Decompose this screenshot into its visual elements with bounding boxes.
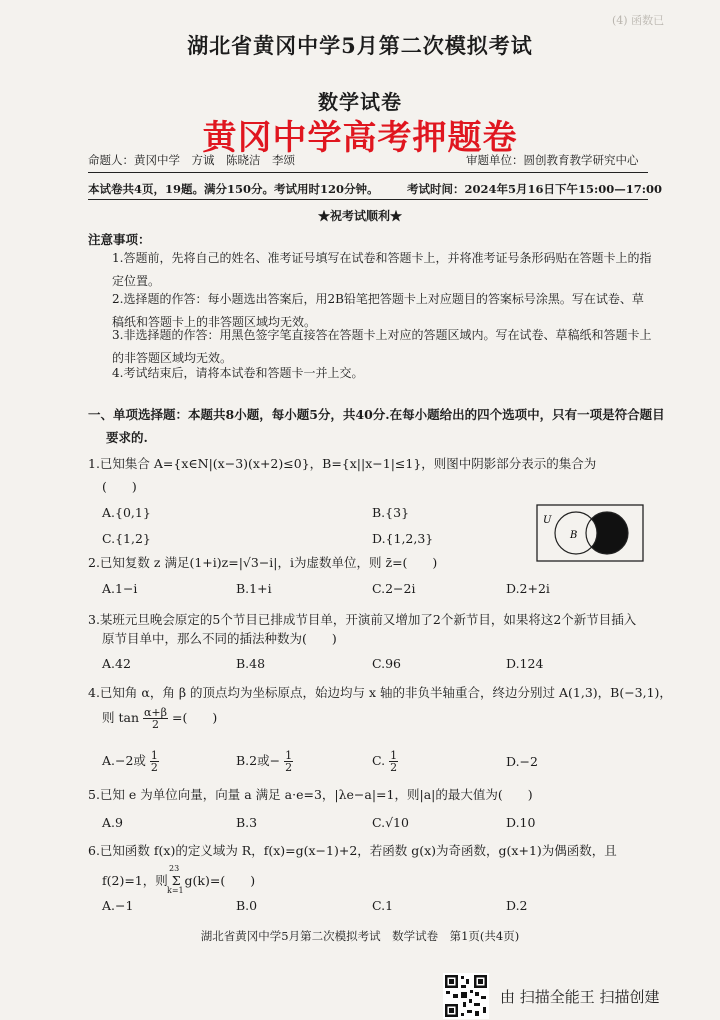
q3-line1: 3.某班元旦晚会原定的5个节目已排成节目单，开演前又增加了2个新节目，如果将这2个新节目插入 [88,612,637,627]
q6-option-b: B.0 [236,898,258,913]
q4-option-c-text: C. [372,753,386,768]
wish-line: ★祝考试顺利★ [317,209,402,223]
q6-option-d: D.2 [506,898,528,913]
divider-bottom [88,199,648,200]
q2-option-d: D.2+2i [506,581,550,596]
divider-top [88,172,648,173]
q2-option-c: C.2−2i [372,581,416,596]
q4-option-a [102,750,159,773]
q4-option-c [372,750,398,773]
frac-num: 1 [390,749,398,762]
q2-option-a: A.1−i [102,581,138,596]
q4-option-b-text: B.2或− [236,753,281,768]
q6-option-c: C.1 [372,898,394,913]
q6-sum-bottom: k=1 [167,886,184,895]
notice-heading: 注意事项： [88,232,151,247]
page-footer: 湖北省黄冈中学5月第二次模拟考试 数学试卷 第1页(共4页) [200,929,520,943]
q5-option-a: A.9 [102,815,123,830]
section-heading-line2: 要求的. [106,430,148,445]
q4-tan-prefix: 则 tan [102,710,139,725]
q4-option-b [236,750,293,773]
venn-label-u: U [543,515,552,526]
q4-frac-den: 2 [151,718,159,731]
q1-paren: ( ) [102,479,137,494]
q3-option-d: D.124 [506,656,544,671]
frac-den: 2 [390,761,398,774]
frac-den: 2 [150,761,158,774]
q2-option-b: B.1+i [236,581,272,596]
frac-num: 1 [150,749,158,762]
q4-line2 [102,707,217,730]
venn-diagram [536,504,644,562]
q6-line2: f(2)=1，则 Σ g(k)=( ) [102,873,256,888]
venn-label-b: B [570,530,578,541]
q4-option-c-frac [389,750,398,773]
exam-title: 湖北省黄冈中学5月第二次模拟考试 [187,33,533,58]
q1-option-d: D.{1,2,3} [372,531,434,546]
q1-option-c: C.{1,2} [102,531,151,546]
q3-line2: 原节目单中，那么不同的插法种数为( ) [102,631,337,646]
q3-option-c: C.96 [372,656,401,671]
q1-option-a: A.{0,1} [102,505,151,520]
q3-option-b: B.48 [236,656,266,671]
qr-code-icon [443,973,489,1019]
exam-info: 本试卷共4页，19题。满分150分。考试用时120分钟。 [88,182,379,196]
q5-option-c: C.√10 [372,815,409,830]
q2-stem: 2.已知复数 z 满足(1+i)z=|√3−i|，i为虚数单位，则 z̄=( ) [88,555,438,570]
q3-option-a: A.42 [102,656,131,671]
q1-stem: 1.已知集合 A={x∈N|(x−3)(x+2)≤0}，B={x||x−1|≤1}，则图中阴影部分表示的集合为 [88,456,597,471]
notice-item: 2.选择题的作答：每小题选出答案后，用2B铅笔把答题卡上对应题目的答案标号涂黑。写在试卷、草稿纸和答题卡上的非答题区域均无效。 [112,292,644,329]
q5-option-b: B.3 [236,815,258,830]
q4-line1: 4.已知角 α，角 β 的顶点均为坐标原点，始边均与 x 轴的非负半轴重合，终边分别过 A(1,3)，B(−3,1)， [88,685,672,700]
q1-option-b: B.{3} [372,505,410,520]
q6-line1: 6.已知函数 f(x)的定义域为 R，f(x)=g(x−1)+2，若函数 g(x)为奇函数，g(x+1)为偶函数，且 [88,843,617,858]
notice-item: 4.考试结束后，请将本试卷和答题卡一并上交。 [112,366,364,380]
q5-option-d: D.10 [506,815,536,830]
notice-item: 1.答题前，先将自己的姓名、准考证号填写在试卷和答题卡上，并将准考证号条形码贴在答题卡上的指定位置。 [112,251,652,288]
exam-time: 考试时间：2024年5月16日下午15:00—17:00 [407,182,663,196]
section-heading-line1: 一、单项选择题：本题共8小题，每小题5分，共40分.在每小题给出的四个选项中，只有一项是符合题目 [88,407,665,422]
scanner-watermark: 由 扫描全能王 扫描创建 [500,988,660,1006]
q4-frac-num: α+β [143,706,167,719]
q6-sum-top: 23 [169,864,180,873]
q4-tan-suffix: =( ) [171,710,218,725]
frac-num: 1 [285,749,293,762]
q4-option-a-frac [150,750,159,773]
authors: 命题人：黄冈中学 方诚 陈晓洁 李颂 [88,153,295,167]
exam-subject: 数学试卷 [318,90,402,114]
q6-option-a: A.−1 [102,898,134,913]
stamp-banner: 黄冈中学高考押题卷 [202,118,518,158]
notice-item: 3.非选择题的作答：用黑色签字笔直接答在答题卡上对应的答题区域内。写在试卷、草稿纸和答题卡上的非答题区域均无效。 [112,328,652,365]
frac-den: 2 [285,761,293,774]
q4-fraction [143,707,168,730]
q4-option-b-frac [284,750,293,773]
bleed-text: (4) 函数已 [612,14,665,27]
q5-stem: 5.已知 e 为单位向量，向量 a 满足 a·e=3，|λe−a|=1，则|a|的最大值为( ) [88,787,533,802]
reviewer: 审题单位：圆创教育教学研究中心 [466,153,639,167]
q4-option-a-text: A.−2或 [102,753,146,768]
q4-option-d: D.−2 [506,754,538,769]
